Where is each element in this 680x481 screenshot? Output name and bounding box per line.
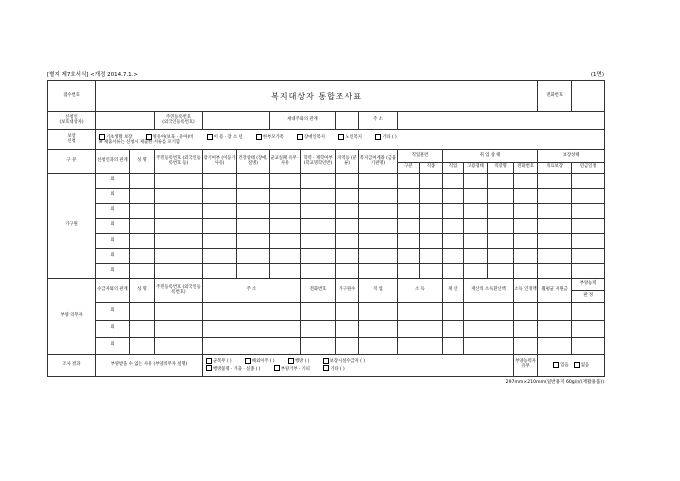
household-relation[interactable]: 외: [96, 218, 130, 233]
call-no-value[interactable]: [572, 81, 605, 112]
employment-header: 취 업 상 태: [443, 150, 538, 162]
table-row: [48, 337, 605, 354]
reason-option[interactable]: 해외이주 ( ): [245, 359, 275, 364]
relation-label: 세대주와의 관계: [270, 112, 336, 130]
reason-options: [203, 354, 514, 376]
protection-option[interactable]: 이 용 · 장 소 년: [207, 135, 243, 140]
category-header: 구 분: [48, 150, 96, 173]
dep-ability-judgment-header: 판 정: [572, 291, 605, 303]
name-header: 성 명: [130, 150, 155, 173]
jt-type-header: 구분: [398, 162, 420, 173]
household-relation[interactable]: 외: [96, 264, 130, 279]
dep-job-header: 직 업: [359, 279, 398, 303]
disability-header: 장기여부 (이동가 사유): [203, 150, 237, 173]
table-row: [48, 249, 605, 264]
table-row: [48, 320, 605, 337]
resident-no-label: 주민등록번호 (외국인등록번호): [155, 112, 203, 130]
dep-asset-header: 재산의 소득환산액: [464, 279, 514, 303]
dep-property-header: 재 산: [443, 279, 464, 303]
applicant-row: [48, 112, 605, 130]
relation-field[interactable]: [336, 112, 359, 130]
resident-no-header: 주민등록번호 (외국인등록번호 등): [155, 150, 203, 173]
page-indicator: (1면): [590, 72, 604, 78]
jt-kind-header: 직종: [420, 162, 443, 173]
school-header: 학력 · 재학여부 (학교명학년반): [301, 150, 336, 173]
address-field[interactable]: [398, 112, 605, 130]
ability-options: [538, 354, 605, 376]
dep-relation-header: 수급자와의 관계: [96, 279, 130, 303]
emp-phone-header: 전화번호: [514, 162, 538, 173]
reason-option[interactable]: 행방 ( ): [288, 359, 309, 364]
household-relation[interactable]: 외: [96, 188, 130, 203]
dep-phone-header: 전화번호: [301, 279, 336, 303]
form-number: [별지 제7호서식] <개정 2014.7.1.>: [47, 72, 138, 78]
welfare-account-header: 복지급여계좌 (금융기관명): [359, 150, 398, 173]
honor-header: 지역등 (분 류): [336, 150, 359, 173]
protect-apply-label: 보장 신청: [48, 130, 96, 150]
table-row: [48, 218, 605, 233]
emp-type-header: 고용형태: [464, 162, 488, 173]
reason-label: 부양받을 수 없는 사유 (부양의무자 설명): [96, 354, 203, 376]
reason-option[interactable]: 보장시설수급자 ( ): [323, 359, 365, 364]
protection-note: ※ 제출서류는 신청시 제출한 서류를 포기함: [99, 140, 180, 146]
ability-label: 부양능력자 유무: [514, 354, 538, 376]
protection-option[interactable]: 장애인복지: [297, 135, 325, 140]
ins-medical-header: 의료보장: [538, 162, 572, 173]
paper-spec: 297mm×210mm(일반용지 60g/㎡(재활용품)): [505, 380, 604, 385]
dep-relation[interactable]: 외: [96, 320, 130, 337]
reason-option[interactable]: 기타 ( ): [323, 367, 344, 372]
household-relation[interactable]: 외: [96, 249, 130, 264]
resident-no-field[interactable]: [203, 112, 270, 130]
household-header-row: [48, 150, 605, 162]
emp-job-header: 직업: [443, 162, 464, 173]
protection-options: [96, 130, 605, 150]
title-row: [48, 81, 605, 112]
table-row: [48, 264, 605, 279]
household-relation[interactable]: 외: [96, 233, 130, 248]
dep-household-header: 가구원수: [336, 279, 359, 303]
emp-company-header: 직장명: [488, 162, 514, 173]
ins-pension-header: 연금일정: [572, 162, 605, 173]
investigation-row: [48, 354, 605, 376]
ability-yes[interactable]: 있음: [553, 363, 568, 368]
form-header: [47, 69, 604, 79]
receipt-no-label: 접수번호: [48, 81, 96, 112]
household-label: 가구원: [48, 173, 96, 279]
health-header: 건강상태 (장애, 질병): [237, 150, 270, 173]
table-row: [48, 303, 605, 320]
protection-option[interactable]: 기초생활 보장: [99, 135, 132, 140]
military-header: 군교실패 유무 · 사유: [270, 150, 301, 173]
applicant-label: 신청인 (보호대상자): [48, 112, 96, 130]
table-row: [48, 233, 605, 248]
job-training-header: 직업훈련: [398, 150, 443, 162]
dep-income-rec-header: 소득 인정액: [514, 279, 538, 303]
address-label: 주 소: [359, 112, 398, 130]
protection-option[interactable]: 기타 ( ): [375, 135, 396, 140]
dependents-header-row: [48, 279, 605, 291]
dependents-label: 부양 의무자: [48, 279, 96, 354]
dep-address-header: 주 소: [203, 279, 301, 303]
dep-support-cost-header: 월평균 지원금: [538, 279, 572, 303]
survey-form-table: [47, 80, 605, 377]
dep-ability-header: 부양능력: [572, 279, 605, 291]
insurance-header: 보장상태: [538, 150, 605, 162]
dep-income-header: 소 득: [398, 279, 443, 303]
reason-option[interactable]: 행방불명 · 가출 · 실종 ( ): [206, 367, 261, 372]
protection-option[interactable]: 영유아(보육 · 유아)비: [146, 135, 194, 140]
reason-option[interactable]: 군복무 ( ): [206, 359, 232, 364]
table-row: [48, 188, 605, 203]
protection-row: [48, 130, 605, 150]
household-relation[interactable]: 외: [96, 173, 130, 188]
table-row: [48, 173, 605, 188]
investigation-label: 조사 결과: [48, 354, 96, 376]
relation-header: 신청인과의 관계: [96, 150, 130, 173]
household-relation[interactable]: 외: [96, 203, 130, 218]
dep-name-header: 성 명: [130, 279, 155, 303]
ability-no[interactable]: 없음: [574, 363, 589, 368]
applicant-name-field[interactable]: [96, 112, 155, 130]
table-row: [48, 203, 605, 218]
reason-option[interactable]: 부양거부 · 기피: [274, 367, 310, 372]
form-title: 복지대상자 통합조사표: [96, 81, 538, 112]
protection-option[interactable]: 한부모가족: [256, 135, 284, 140]
dep-resident-header: 주민등록번호 (외국인등록번호): [155, 279, 203, 303]
protection-option[interactable]: 노인복지: [338, 135, 362, 140]
dep-relation[interactable]: 외: [96, 303, 130, 320]
dep-relation[interactable]: 외: [96, 337, 130, 354]
call-no-label: 전화번호: [538, 81, 572, 112]
